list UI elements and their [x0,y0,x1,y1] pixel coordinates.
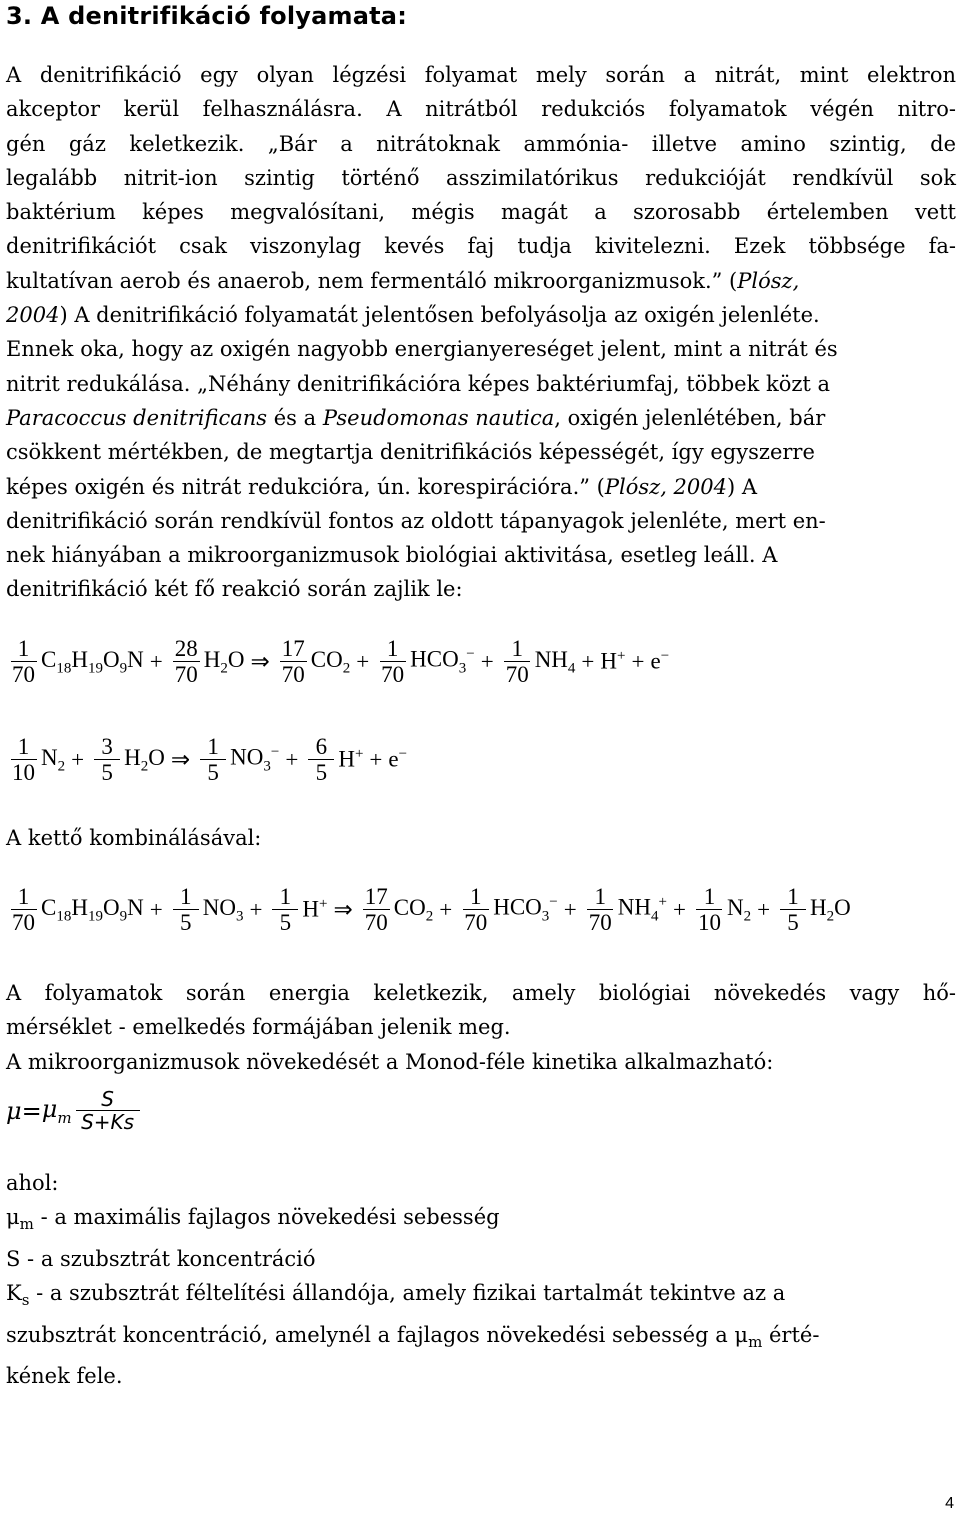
definition-mu-m: $\mu_m$ - a maximális fajlagos növekedési sebesség [6,1205,500,1234]
page-number: 4 [945,1495,954,1512]
text-line: mérséklet - emelkedés formájában jelenik meg. [6,1015,511,1040]
coefficient: $\frac{1}{70}$ [12,636,35,688]
coefficient: $\frac{1}{5}$ [780,884,806,936]
plus-sign: + [71,746,85,772]
formula: $NH_4^+$ [617,894,667,925]
species-name: Pseudomonas nautica [322,405,555,430]
coefficient: $\frac{1}{70}$ [12,884,35,936]
plus-sign: + [581,648,595,674]
formula: $HCO_3^-$ [493,894,558,925]
species-name: Paracoccus denitrificans [6,405,268,430]
formula: $N_2$ [726,894,752,925]
reaction-equation-1 [6,636,669,688]
plus-sign: + [369,746,383,772]
coefficient: $\frac{1}{70}$ [588,884,612,936]
formula: $NO_3$ [202,894,244,925]
plus-sign: + [149,648,163,674]
reaction-equation-combined [6,884,851,936]
formula: $NO_3^-$ [230,744,280,775]
formula: $H_2O$ [810,894,851,925]
section-heading: 3. A denitrifikáció folyamata: [6,2,407,30]
text-line: gén gáz keletkezik. „Bár a nitrátoknak ammónia- illetve amino szintig, de [6,131,956,156]
definition-ks-cont: szubsztrát koncentráció, amelynél a fajlagos növekedési sebesség a $\mu_m$ érté- [6,1322,820,1351]
coefficient: $\frac{1}{10}$ [697,884,721,936]
definition-s: S - a szubsztrát koncentráció [6,1246,316,1271]
coefficient: $\frac{17}{70}$ [281,636,305,688]
text-run: kultatívan aerob és anaerob, nem fermentáló mikroorganizmusok.” ( [6,268,738,293]
text-line: akceptor kerül felhasználásra. A nitrátból redukciós folyamatok végén nitro- [6,97,956,122]
text-line: baktérium képes megvalósítani, mégis magát a szorosabb értelemben vett [6,200,956,225]
coefficient: $\frac{3}{5}$ [94,734,120,786]
citation-year: 2004 [6,303,60,328]
coefficient: $\frac{1}{70}$ [381,636,405,688]
reaction-arrow-icon: ⇒ [170,746,191,772]
plus-sign: + [631,648,645,674]
text-line: csökkent mértékben, de megtartja denitrifikációs képességét, így egyszerre [6,440,815,465]
plus-sign: + [249,896,263,922]
formula: $N_2$ [41,744,66,775]
formula: e− [650,648,670,675]
plus-sign: + [285,746,299,772]
text-run: képes oxigén és nitrát redukcióra, ún. korespirációra.” ( [6,474,605,499]
text-line [6,264,956,298]
coefficient: $\frac{1}{10}$ [12,734,35,786]
text-line: Ennek oka, hogy az oxigén nagyobb energianyereséget jelent, mint a nitrát és [6,337,838,362]
formula: H+ [302,896,328,923]
coefficient: $\frac{1}{5}$ [200,734,226,786]
plus-sign: + [149,896,163,922]
formula: $H_2O$ [203,646,245,677]
coefficient: $\frac{1}{70}$ [505,636,529,688]
reaction-equation-2 [6,734,407,786]
coefficient: $\frac{28}{70}$ [174,636,198,688]
text-line: nitrit redukálása. „Néhány denitrifikációra képes baktériumfaj, többek közt a [6,371,831,396]
text-line: nek hiányában a mikroorganizmusok biológiai aktivitása, esetleg leáll. A [6,543,778,568]
text-line: denitrifikáció során rendkívül fontos az oldott tápanyagok jelenléte, mert en- [6,508,826,533]
coefficient: $\frac{17}{70}$ [364,884,388,936]
plus-sign: + [757,896,771,922]
definition-ks: $K_s$ - a szubsztrát féltelítési állandója, amely fizikai tartalmát tekintve az a [6,1281,786,1310]
text-line [6,470,956,504]
text-line: A folyamatok során energia keletkezik, amely biológiai növekedés vagy hő- [6,981,956,1005]
coefficient: $\frac{1}{70}$ [464,884,488,936]
formula: H+ [600,648,626,675]
text-line [6,401,956,435]
definition-ks-end: kének fele. [6,1364,123,1389]
energy-paragraph [6,976,956,1079]
intro-paragraph [6,58,956,607]
definitions-list [6,1166,956,1393]
combined-label: A kettő kombinálásával: [6,826,262,850]
text-line: A denitrifikáció egy olyan légzési folyamat mely során a nitrát, mint elektron [6,63,956,87]
formula: $HCO_3^-$ [410,646,475,677]
text-run: és a [267,405,323,430]
formula: $C_{18}H_{19}O_9N$ [41,894,144,925]
formula: H+ [338,746,364,773]
text-run: ) A denitrifikáció folyamatát jelentősen befolyásolja az oxigén jelenléte. [59,303,820,328]
mu-symbol: μ [6,1096,22,1125]
formula: $H_2O$ [124,744,165,775]
text-line: denitrifikáció két fő reakció során zajlik le: [6,577,463,602]
formula: $C_{18}H_{19}O_9N$ [41,646,144,677]
formula: e− [388,746,408,773]
equals-sign: = [21,1096,42,1125]
text-run: ) A [726,474,758,499]
citation: Plósz, [737,268,800,293]
text-run: , oxigén jelenlétében, bár [554,405,826,430]
coefficient: $\frac{1}{5}$ [272,884,298,936]
coefficient: $\frac{6}{5}$ [308,734,334,786]
monod-equation [6,1088,144,1133]
formula: $CO_2$ [393,894,434,925]
text-line: denitrifikációt csak viszonylag kevés faj tudja kivitelezni. Ezek többsége fa- [6,234,956,259]
text-line: A mikroorganizmusok növekedését a Monod-féle kinetika alkalmazható: [6,1049,774,1074]
coefficient: $\frac{1}{5}$ [173,884,199,936]
text-line [6,298,956,332]
reaction-arrow-icon: ⇒ [250,648,270,674]
formula: $CO_2$ [310,646,351,677]
monod-fraction: $\frac{S}{S+Ks}$ [76,1088,140,1133]
plus-sign: + [439,896,453,922]
citation: Plósz, 2004 [604,474,727,499]
plus-sign: + [480,648,494,674]
plus-sign: + [672,896,686,922]
reaction-arrow-icon: ⇒ [333,896,353,922]
plus-sign: + [356,648,370,674]
plus-sign: + [563,896,577,922]
definitions-intro: ahol: [6,1171,59,1195]
text-line: legalább nitrit-ion szintig történő asszimilatórikus redukcióját rendkívül sok [6,165,956,190]
mu-max-symbol: $\mu_m$ [41,1094,72,1127]
formula: $NH_4$ [534,646,576,677]
